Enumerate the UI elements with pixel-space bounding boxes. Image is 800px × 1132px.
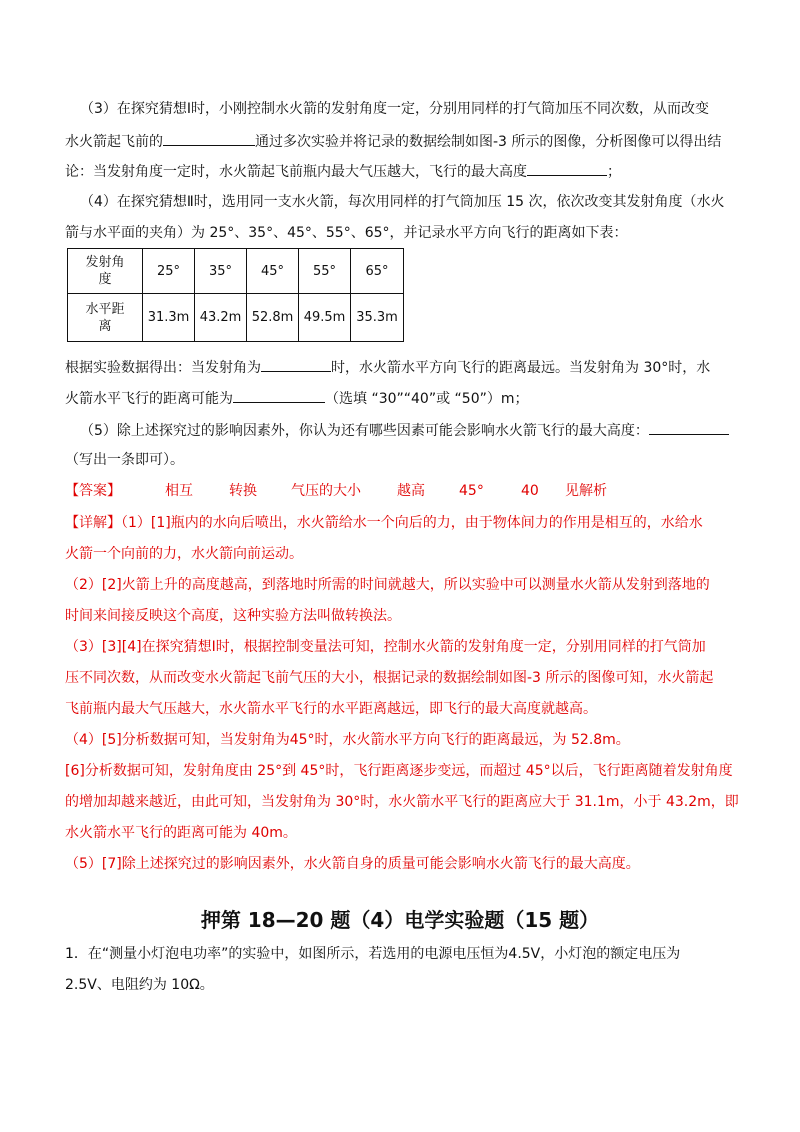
explanation-line: 压不同次数，从而改变水火箭起飞前气压的大小，根据记录的数据绘制如图-3 所示的图像可知，水火箭起 (65, 670, 714, 686)
angle-distance-table (67, 248, 404, 342)
answer-item: 45° (459, 483, 484, 499)
answer-blank[interactable] (233, 388, 325, 403)
table-cell: 43.2m (195, 294, 247, 342)
q4-line-4 (65, 388, 800, 408)
answer-label: 【答案】 (65, 483, 121, 499)
table-header-cell (68, 249, 143, 294)
answer-item: 气压的大小 (291, 483, 361, 499)
q5-line-2: （写出一条即可）。 (65, 452, 184, 468)
table-cell: 45° (247, 249, 299, 294)
header-text: 度 (98, 272, 112, 287)
table-cell: 25° (143, 249, 195, 294)
next-question-line-2: 2.5V、电阻约为 10Ω。 (65, 977, 214, 993)
explanation-line: （2）[2]火箭上升的高度越高，到落地时所需的时间就越大，所以实验中可以测量水火箭从发射到落地的 (65, 577, 710, 593)
explanation-line: 火箭一个向前的力，水火箭向前运动。 (65, 546, 303, 562)
q4-line-4-end: （选填 “30”“40”或 “50”）m； (325, 391, 529, 407)
section-heading: 押第 18—20 题（4）电学实验题（15 题） (200, 908, 600, 932)
q3-line-2 (65, 131, 800, 151)
q4-line-3-start: 根据实验数据得出：当发射角为 (65, 360, 261, 376)
answer-blank[interactable] (261, 357, 331, 372)
header-text: 发射角 (85, 255, 125, 270)
table-cell: 49.5m (299, 294, 351, 342)
q5-line-1 (80, 420, 800, 440)
q3-line-2-start: 水火箭起飞前的 (65, 134, 163, 150)
q4-line-3 (65, 357, 800, 377)
q3-line-3-start: 论：当发射角度一定时，水火箭起飞前瓶内最大气压越大，飞行的最大高度 (65, 164, 527, 180)
explanation-line: 飞前瓶内最大气压越大，水火箭水平飞行的水平距离越远，即飞行的最大高度就越高。 (65, 701, 597, 717)
q4-line-4-start: 火箭水平飞行的距离可能为 (65, 391, 233, 407)
table-header-cell (68, 294, 143, 342)
q3-line-3-end: ； (607, 164, 621, 180)
next-question-line-1: 1．在“测量小灯泡电功率”的实验中，如图所示，若选用的电源电压恒为4.5V，小灯泡的额定电压为 (65, 946, 681, 962)
answer-item: 见解析 (565, 483, 607, 499)
answer-blank[interactable] (649, 420, 729, 435)
explanation-line: [6]分析数据可知，发射角度由 25°到 45°时，飞行距离逐步变远，而超过 45°以后，飞行距离随着发射角度 (65, 763, 733, 779)
table-row (68, 294, 404, 342)
q4-line-1: （4）在探究猜想Ⅱ时，选用同一支水火箭，每次用同样的打气筒加压 15 次，依次改变其发射角度（水火 (80, 194, 725, 210)
table-cell: 35° (195, 249, 247, 294)
answer-item: 40 (521, 483, 539, 499)
answer-item: 转换 (229, 483, 257, 499)
explanation-line: （5）[7]除上述探究过的影响因素外，水火箭自身的质量可能会影响水火箭飞行的最大高度。 (65, 856, 640, 872)
explanation-line: （3）[3][4]在探究猜想Ⅰ时，根据控制变量法可知，控制水火箭的发射角度一定，分别用同样的打气筒加 (65, 639, 706, 655)
q4-line-2: 箭与水平面的夹角）为 25°、35°、45°、55°、65°，并记录水平方向飞行的距离如下表： (65, 225, 628, 241)
q4-line-3-end: 时，水火箭水平方向飞行的距离最远。当发射角为 30°时，水 (331, 360, 711, 376)
explanation-line: 【详解】（1）[1]瓶内的水向后喷出，水火箭给水一个向后的力，由于物体间力的作用是相互的，水给水 (65, 515, 703, 531)
answer-blank[interactable] (163, 131, 255, 146)
explanation-line: 时间来间接反映这个高度，这种实验方法叫做转换法。 (65, 608, 401, 624)
header-text: 离 (98, 318, 112, 334)
explanation-line: 水火箭水平飞行的距离可能为 40m。 (65, 825, 297, 841)
table-cell: 35.3m (351, 294, 404, 342)
q3-line-3 (65, 161, 800, 181)
answer-item: 越高 (397, 483, 425, 499)
answer-blank[interactable] (527, 161, 607, 176)
table-cell: 31.3m (143, 294, 195, 342)
table-cell: 52.8m (247, 294, 299, 342)
table-cell: 65° (351, 249, 404, 294)
answer-item: 相互 (165, 483, 193, 499)
table-row (68, 249, 404, 294)
explanation-line: 的增加却越来越近，由此可知，当发射角为 30°时，水火箭水平飞行的距离应大于 31.1m，小于 43.2m，即 (65, 794, 739, 810)
table-cell: 55° (299, 249, 351, 294)
q5-line-1-text: （5）除上述探究过的影响因素外，你认为还有哪些因素可能会影响水火箭飞行的最大高度： (80, 423, 649, 439)
q3-line-1: （3）在探究猜想Ⅰ时，小刚控制水火箭的发射角度一定，分别用同样的打气筒加压不同次数，从而改变 (80, 101, 710, 117)
header-text: 水平距 (85, 301, 125, 317)
q3-line-2-end: 通过多次实验并将记录的数据绘制如图-3 所示的图像，分析图像可以得出结 (255, 134, 722, 150)
explanation-line: （4）[5]分析数据可知，当发射角为45°时，水火箭水平方向飞行的距离最远，为 52.8m。 (65, 732, 630, 748)
